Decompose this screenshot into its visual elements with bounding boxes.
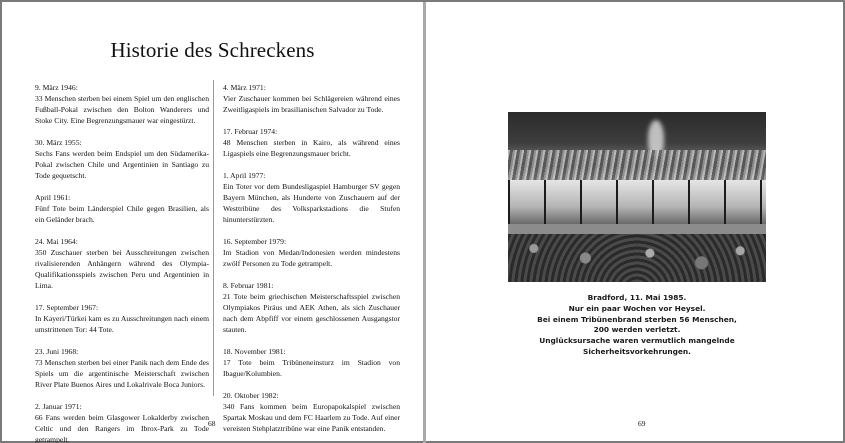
entry-date: 2. Januar 1971: — [35, 402, 82, 411]
entry-date: April 1961: — [35, 193, 71, 202]
entry-text: 48 Menschen sterben in Kairo, als während eines Ligaspiels eine Begrenzungsmauer bricht. — [223, 138, 400, 158]
entry-date: 8. Februar 1981: — [223, 281, 274, 290]
caption-line: Nur ein paar Wochen vor Heysel. — [568, 303, 706, 313]
page-number: 69 — [638, 419, 646, 428]
entry-text: 340 Fans kommen beim Europapokalspiel zwischen Spartak Moskau und dem FC Haarlem zu Tode. Auf einer vereisten Stehplatztribüne war eine Panik entstanden. — [223, 402, 400, 433]
entry-date: 24. Mai 1964: — [35, 237, 78, 246]
entry-text: 66 Fans werden beim Glasgower Lokalderby zwischen Celtic und den Rangers im Ibrox-Park zu Tode getrampelt. — [35, 413, 209, 443]
column-left — [35, 82, 209, 443]
entry-text: 17 Tote beim Tribüneneinsturz im Stadion von Ibague/Kolumbien. — [223, 358, 400, 378]
timeline-entry — [35, 302, 209, 335]
column-divider — [213, 80, 214, 396]
entry-text: Im Stadion von Medan/Indonesien werden mindestens zwölf Personen zu Tode getrampelt. — [223, 248, 400, 268]
entry-text: Ein Toter vor dem Bundesligaspiel Hamburger SV gegen Bayern München, als Hunderte von Zuschauern auf der Westtribüne des Volksparkstadions die Stufen hinunterstürzten. — [223, 182, 400, 224]
column-right — [223, 82, 400, 443]
entry-text: 21 Tote beim griechischen Meisterschaftsspiel zwischen Olympiakos Piräus und AEK Athen, als sich Zuschauer nach dem Abpfiff vor einem geschlossenen Ausgangstor stauten. — [223, 292, 400, 334]
page-title: Historie des Schreckens — [110, 38, 315, 62]
caption-line: Bradford, 11. Mai 1985. — [587, 293, 687, 302]
photo-perimeter-wall — [508, 224, 766, 234]
entry-date: 18. November 1981: — [223, 347, 286, 356]
caption-line: Bei einem Tribünenbrand sterben 56 Menschen, — [537, 314, 737, 324]
stadium-fire-photo — [508, 112, 766, 282]
entry-date: 20. Oktober 1982: — [223, 391, 279, 400]
entry-date: 23. Juni 1968: — [35, 347, 79, 356]
left-page — [2, 2, 423, 443]
timeline-entry — [223, 82, 400, 115]
entry-text: Fünf Tote beim Länderspiel Chile gegen Brasilien, als ein Geländer brach. — [35, 204, 209, 224]
entry-date: 16. September 1979: — [223, 237, 287, 246]
timeline-entry — [223, 390, 400, 434]
caption-line: Sicherheitsvorkehrungen. — [583, 346, 691, 356]
entry-text: 73 Menschen sterben bei einer Panik nach dem Ende des Spiels um die argentinische Meisterschaft zwischen River Plate Buenos Aires und Lokalrivale Boca Juniors. — [35, 358, 209, 389]
photo-crowd — [508, 234, 766, 282]
timeline-entry — [223, 280, 400, 335]
entry-date: 4. März 1971: — [223, 83, 266, 92]
timeline-entry — [35, 82, 209, 126]
caption-line: Unglücksursache waren vermutlich mangelnde — [539, 336, 735, 346]
entry-text: In Kayeri/Türkei kam es zu Ausschreitungen nach einem umstrittenen Tor: 44 Tote. — [35, 314, 209, 334]
photo-burning-roof — [508, 150, 766, 180]
entry-text: Vier Zuschauer kommen bei Schlägereien während eines Zweitligaspiels im brasilianischen Salvador zu Tode. — [223, 94, 400, 114]
photo-caption — [486, 293, 788, 358]
timeline-entry — [35, 137, 209, 181]
entry-date: 9. März 1946: — [35, 83, 78, 92]
timeline-entry — [223, 170, 400, 225]
entry-date: 1. April 1977: — [223, 171, 266, 180]
entry-date: 30. März 1955: — [35, 138, 82, 147]
entry-text: 350 Zuschauer sterben bei Ausschreitungen zwischen rivalisierenden Anhängern während des Olympia-Qualifikationsspiels zwischen Peru und Argentinien in Lima. — [35, 248, 209, 290]
timeline-entry — [35, 401, 209, 443]
entry-date: 17. September 1967: — [35, 303, 99, 312]
caption-line: 200 werden verletzt. — [593, 325, 681, 335]
entry-text: Sechs Fans werden beim Endspiel um den Südamerika-Pokal zwischen Chile und Argentinien in Santiago zu Tode gequetscht. — [35, 149, 209, 180]
entry-date: 17. Februar 1974: — [223, 127, 278, 136]
page-number: 68 — [208, 419, 216, 428]
photo-stand — [508, 180, 766, 224]
entry-text: 33 Menschen sterben bei einem Spiel um den englischen Fußball-Pokal zwischen den Bolton Wanderers und Stoke City. Eine Begrenzungsmauer war eingestürzt. — [35, 94, 209, 125]
timeline-entry — [223, 236, 400, 269]
timeline-entry — [223, 346, 400, 379]
timeline-entry — [35, 346, 209, 390]
right-page — [426, 2, 845, 443]
timeline-entry — [223, 126, 400, 159]
timeline-entry — [35, 192, 209, 225]
timeline-entry — [35, 236, 209, 291]
